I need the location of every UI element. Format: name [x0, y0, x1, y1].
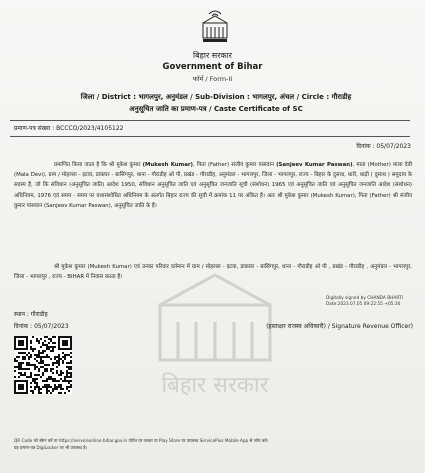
- footer-digilocker-note: यह प्रमाण-पत्र DigiLocker पर भी उपलब्ध है।: [14, 445, 88, 450]
- certificate-body: [14, 160, 412, 211]
- issue-date: दिनांक : 05/07/2023: [356, 143, 411, 150]
- certificate-type: अनुसूचित जाति का प्रमाण-पत्र / Caste Certificate of SC: [129, 105, 303, 113]
- qr-code[interactable]: [14, 336, 72, 394]
- divider: [10, 120, 410, 121]
- footer-verify-note: QR Code को स्कैन करें या https://serviceonline.bihar.gov.in पोर्टल पर जाकर या Play Store पर उपलब्ध ServicePlus Mobile App से जाँच करें।: [14, 438, 269, 443]
- header-state-hindi: बिहार सरकार: [193, 51, 232, 60]
- signature-signer: Digitally signed by CHANDA BHARTI: [326, 296, 403, 301]
- watermark-text: बिहार सरकार: [161, 373, 269, 398]
- digital-signature: [326, 296, 403, 308]
- applicant-name: (Mukesh Kumar): [142, 162, 193, 168]
- body-text: , पिता (Father) संजीव कुमार पासवान: [193, 162, 277, 168]
- father-name: (Sanjeev Kumar Paswan): [276, 162, 353, 168]
- body-text: , माता (Mother) माला देवी (Mala Devi), ग्राम / मोहल्ला - इटवा, डाकघर - बासिंगपुर, थाना - गौराडीह ओ पी, प्रखंड - गौराडीह, अनुमंडल - भागलपुर, जिला - भागलपुर, राज्य - बिहार के दुसाध, धारी, धाढ़ी ( दुसाध ) समुदाय के सदस्य हैं, जो कि संविधान (अनुसूचित जाति) आदेश 1950, संविधान अनुसूचित जाति एवं अनुसूचित जनजाति सूची (संशोधन) 1965 एवं अनुसूचित जाति एवं अनुसूचित जनजाति आदेश (संशोधन) अधिनियम, 1976 एवं समय - समय पर यथासंशोधित अधिनियम के अंतर्गत बिहार राज्य की सूची में क्रमांक 11 पर अंकित है। अतः श्री मुकेश कुमार (Mukesh Kumar), पिता (Father) श्री संजीव कुमार पासवान (Sanjeev Kumar Paswan), अनुसूचित जाति के हैं।: [14, 162, 412, 209]
- body-text: प्रमाणित किया जाता है कि श्री मुकेश कुमार: [54, 162, 143, 168]
- place: स्थान : गौराडीह: [14, 311, 48, 318]
- header-government: Government of Bihar: [162, 62, 263, 72]
- officer-signature-label: (हस्ताक्षर राजस्व अधिकारी) / Signature Revenue Officer): [266, 323, 413, 330]
- signature-date: Date:2023.07.05 09:22:55 +05:30: [326, 302, 401, 307]
- bihar-emblem-icon: [200, 8, 230, 44]
- header-form: फॉर्म / Form-II: [192, 75, 233, 83]
- signing-date: दिनांक : 05/07/2023: [14, 323, 69, 330]
- residence-statement: श्री मुकेश कुमार (Mukesh Kumar) एवं उनका परिवार वर्तमान में ग्राम / मोहल्ला - इटवा, डाकघर - बासिंगपुर, थाना - गौराडीह ओ पी , प्रखंड - गौराडीह , अनुमंडल - भागलपुर, जिला - भागलपुर , राज्य - BIHAR में निवास करता है।: [14, 264, 412, 281]
- location-line: जिला / District : भागलपुर, अनुमंडल / Sub-Division : भागलपुर, अंचल / Circle : गौराडीह: [80, 93, 352, 101]
- divider: [10, 136, 410, 137]
- certificate-number: प्रमाण-पत्र संख्या : BCCCO/2023/4105122: [14, 125, 124, 132]
